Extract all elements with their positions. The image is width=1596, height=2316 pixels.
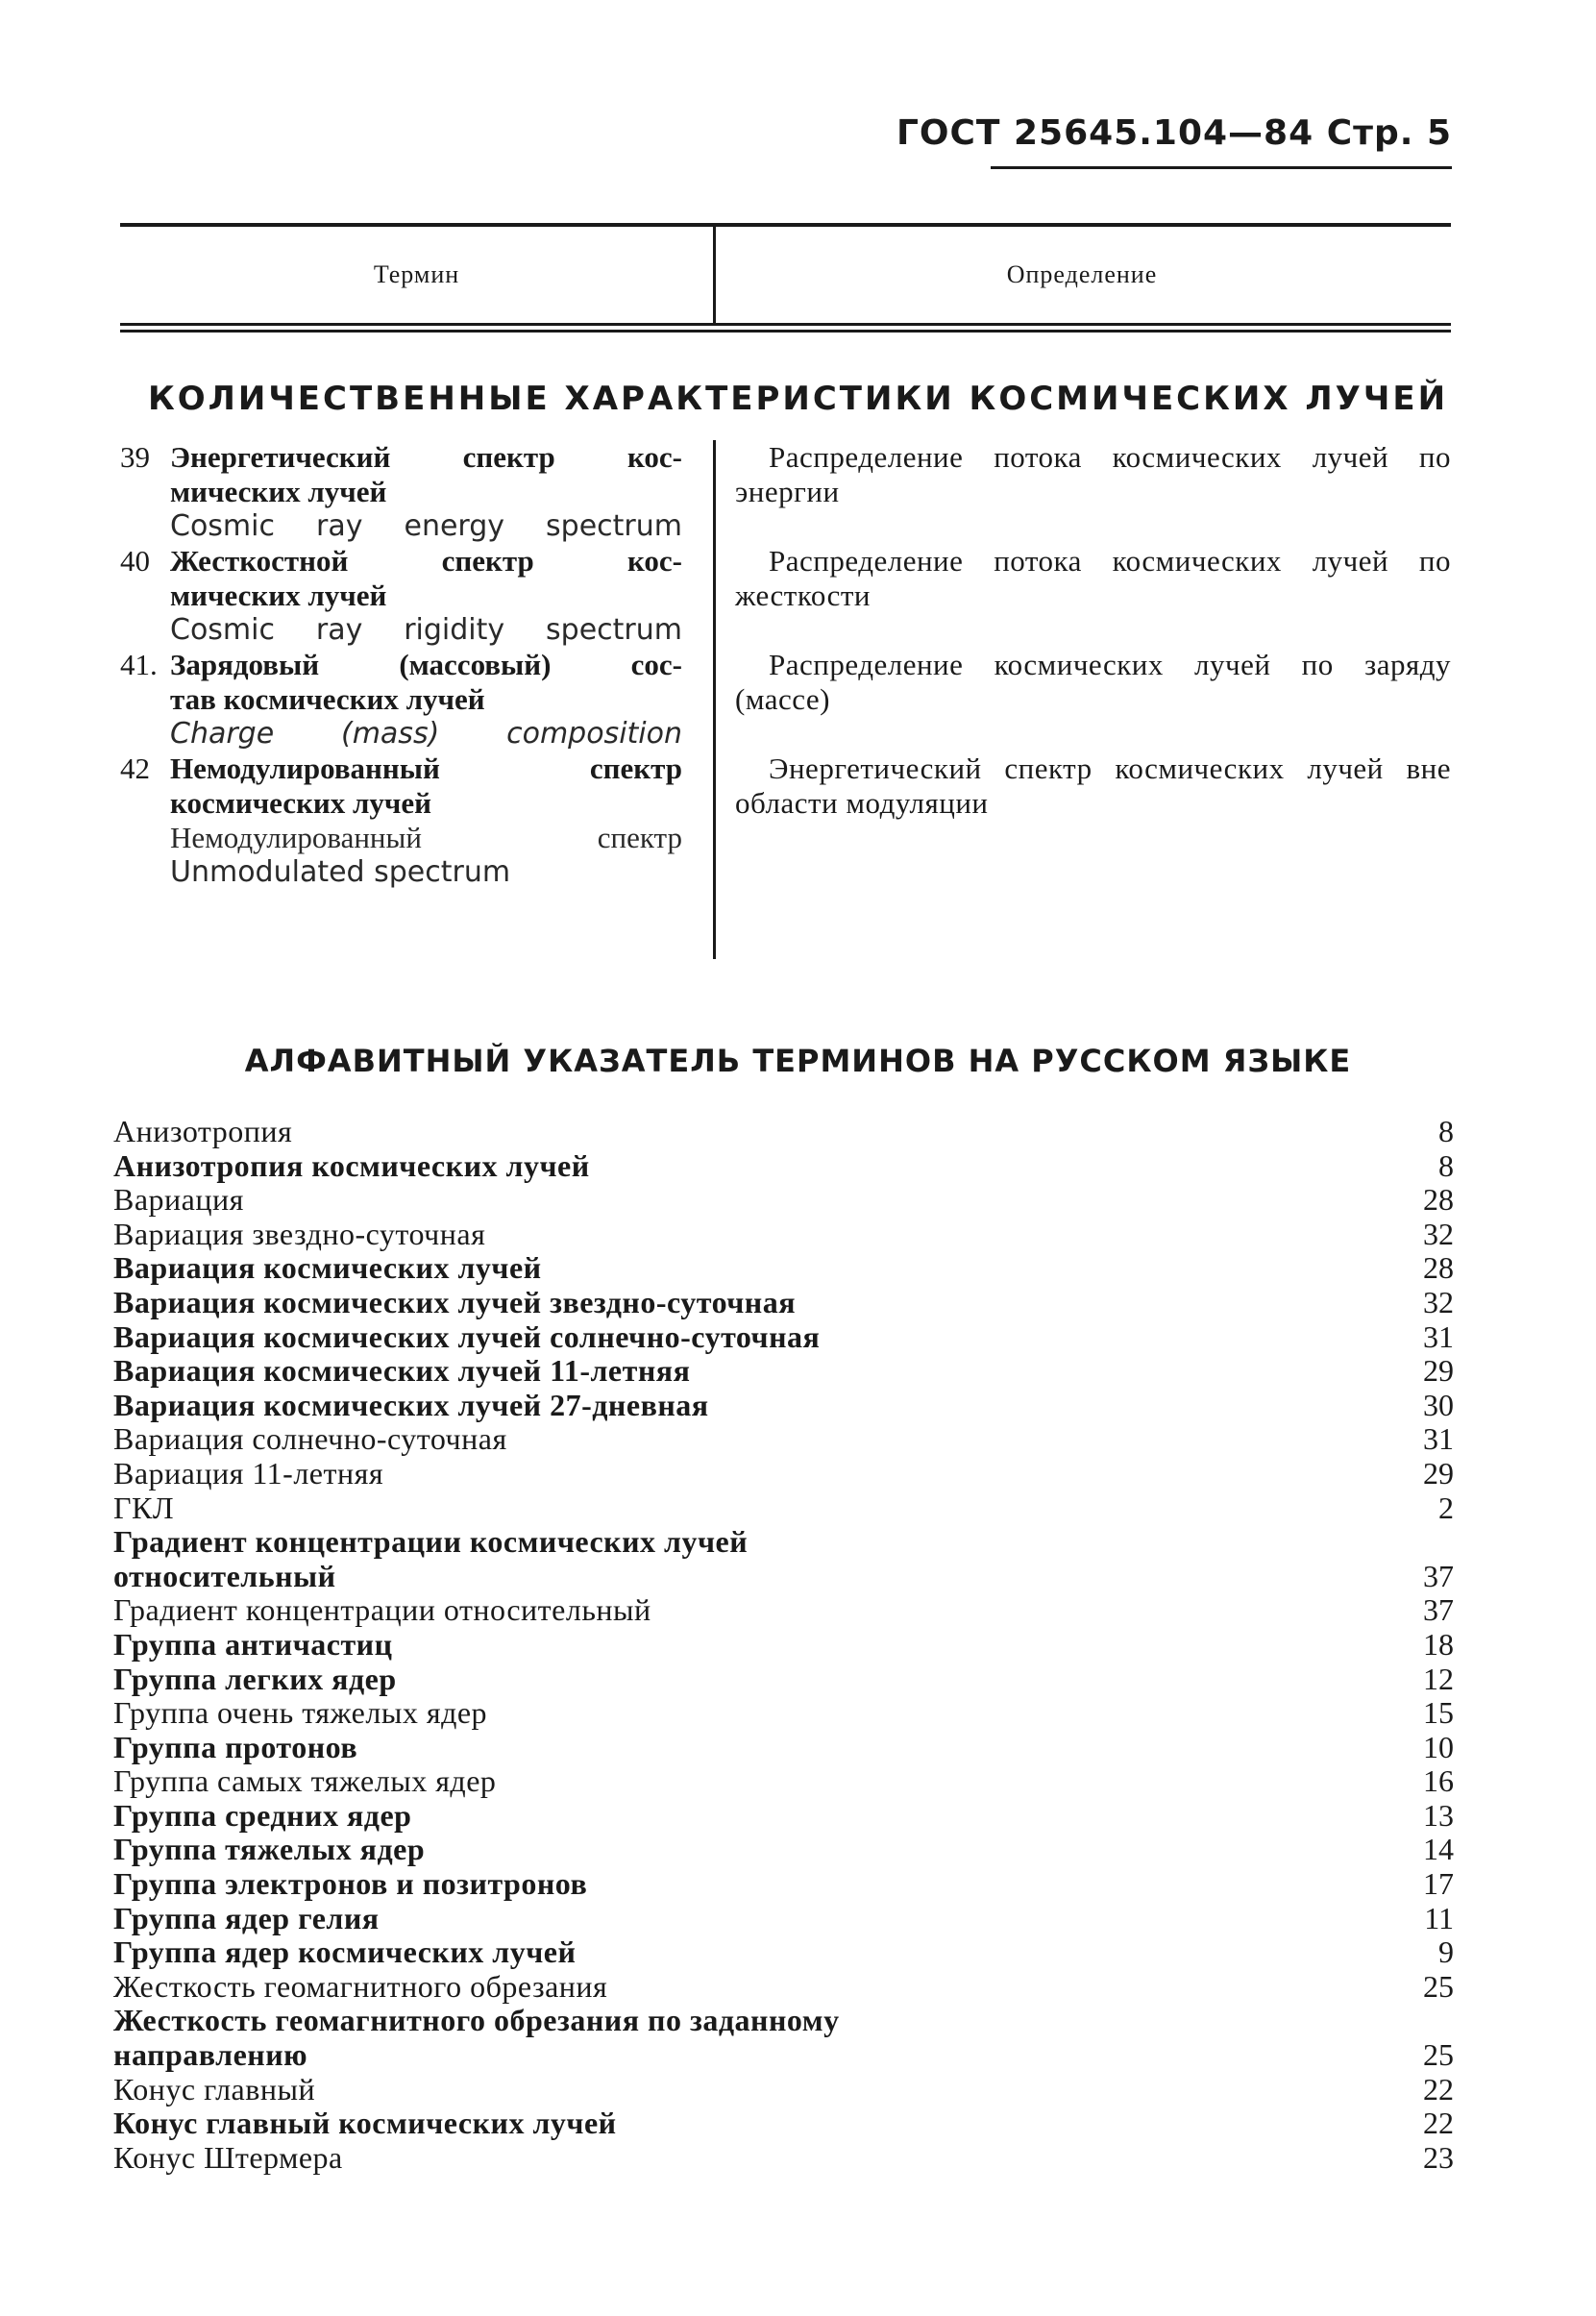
index-row — [113, 1833, 1454, 1867]
index-row — [113, 1593, 1454, 1628]
index-page-number: 25 — [1423, 2037, 1454, 2073]
index-term: Анизотропия космических лучей — [113, 1147, 590, 1183]
index-term: Группа ядер космических лучей — [113, 1934, 577, 1970]
term-ru-line2: космических лучей — [170, 786, 432, 820]
index-term: Конус главный — [113, 2071, 316, 2107]
index-term: Вариация 11-летняя — [113, 1455, 384, 1491]
index-term: Группа самых тяжелых ядер — [113, 1763, 497, 1799]
index-row — [113, 1389, 1454, 1423]
index-term: Группа протонов — [113, 1729, 358, 1764]
index-page-number: 25 — [1423, 1968, 1454, 2004]
index-row — [113, 1902, 1454, 1936]
index-row — [113, 1286, 1454, 1320]
index-term: относительный — [113, 1558, 336, 1593]
index-row — [113, 1560, 1454, 1594]
index-row — [113, 1663, 1454, 1697]
index-page-number: 18 — [1423, 1626, 1454, 1662]
index-page-number: 30 — [1423, 1387, 1454, 1422]
index-row — [113, 1799, 1454, 1834]
index-title: АЛФАВИТНЫЙ УКАЗАТЕЛЬ ТЕРМИНОВ НА РУССКОМ ЯЗЫКЕ — [244, 1043, 1352, 1079]
index-row — [113, 1422, 1454, 1457]
index-page-number: 29 — [1423, 1455, 1454, 1491]
index-row — [113, 1251, 1454, 1286]
term-definition: Распределение потока космических лучей по энергии — [735, 440, 1451, 508]
index-row — [113, 1320, 1454, 1355]
index-term: Группа ядер гелия — [113, 1900, 380, 1935]
header-underline — [991, 166, 1452, 169]
index-term: Группа тяжелых ядер — [113, 1832, 426, 1867]
index-term: Жесткость геомагнитного обрезания — [113, 1968, 608, 2004]
index-row — [113, 1867, 1454, 1902]
index-page-number: 12 — [1423, 1661, 1454, 1696]
term-ru-synonym: Немодулированный спектр — [170, 821, 682, 854]
index-page-number: 13 — [1423, 1797, 1454, 1833]
index-row — [113, 1935, 1454, 1970]
term-cell — [120, 648, 682, 751]
index-page-number: 2 — [1438, 1490, 1454, 1525]
index-page-number: 23 — [1423, 2139, 1454, 2175]
term-ru-line1: 42 Немодулированный спектр — [120, 751, 682, 785]
index-page-number: 9 — [1438, 1934, 1454, 1970]
term-number: 40 — [120, 544, 150, 578]
term-en: Charge (mass) composition — [170, 717, 682, 751]
index-page-number: 15 — [1423, 1695, 1454, 1731]
section-title: КОЛИЧЕСТВЕННЫЕ ХАРАКТЕРИСТИКИ КОСМИЧЕСКИХ ЛУЧЕЙ — [147, 380, 1449, 418]
terms-table-header — [120, 223, 1451, 333]
index-term: направлению — [113, 2037, 308, 2073]
index-page-number: 37 — [1423, 1558, 1454, 1593]
index-page-number: 31 — [1423, 1318, 1454, 1354]
index-page-number: 28 — [1423, 1182, 1454, 1218]
column-divider — [713, 227, 716, 323]
term-ru-line2: мических лучей — [170, 579, 387, 612]
index-term: Вариация звездно-суточная — [113, 1216, 486, 1251]
index-term: Градиент концентрации относительный — [113, 1592, 651, 1628]
index-row — [113, 1970, 1454, 2005]
term-en: Unmodulated spectrum — [170, 855, 511, 889]
alphabetical-index — [113, 1115, 1454, 2175]
index-row — [113, 2141, 1454, 2176]
index-page-number: 8 — [1438, 1114, 1454, 1148]
index-row — [113, 1764, 1454, 1799]
term-number: 41. — [120, 648, 158, 681]
index-row — [113, 2038, 1454, 2073]
page-header — [896, 113, 1452, 169]
term-ru-line2: мических лучей — [170, 475, 387, 508]
index-page-number: 16 — [1423, 1763, 1454, 1799]
table-head-double-rule — [120, 323, 1451, 333]
index-term: Конус Штермера — [113, 2139, 343, 2175]
index-row — [113, 1354, 1454, 1389]
index-term: Жесткость геомагнитного обрезания по заданному — [113, 2003, 840, 2038]
column-divider — [713, 440, 716, 959]
term-en: Cosmic ray rigidity spectrum — [170, 613, 682, 647]
header-text: ГОСТ 25645.104—84 Стр. 5 — [896, 113, 1452, 153]
term-number: 39 — [120, 440, 150, 474]
term-cell — [120, 440, 682, 544]
column-header-term: Термин — [373, 260, 460, 288]
index-term: ГКЛ — [113, 1490, 175, 1525]
term-ru-line1: 41. Зарядовый (массовый) сос- — [120, 648, 682, 681]
index-page-number: 14 — [1423, 1832, 1454, 1867]
index-page-number: 29 — [1423, 1353, 1454, 1389]
index-term: Градиент концентрации космических лучей — [113, 1524, 749, 1560]
column-header-definition: Определение — [1006, 260, 1158, 288]
index-row — [113, 1731, 1454, 1765]
index-page-number: 22 — [1423, 2106, 1454, 2141]
term-ru-line1: 39 Энергетический спектр кос- — [120, 440, 682, 474]
index-term: Анизотропия — [113, 1114, 293, 1148]
index-row — [113, 1218, 1454, 1252]
index-page-number: 8 — [1438, 1147, 1454, 1183]
term-cell — [120, 751, 682, 890]
table-head — [120, 227, 1451, 323]
index-page-number: 32 — [1423, 1216, 1454, 1251]
index-page-number: 11 — [1424, 1900, 1454, 1935]
index-row — [113, 1183, 1454, 1218]
index-page-number: 31 — [1423, 1421, 1454, 1457]
index-term: Вариация космических лучей — [113, 1250, 542, 1286]
index-term: Группа легких ядер — [113, 1661, 397, 1696]
term-definition: Распределение потока космических лучей по жесткости — [735, 544, 1451, 612]
index-term: Группа электронов и позитронов — [113, 1866, 588, 1902]
index-term: Конус главный космических лучей — [113, 2106, 617, 2141]
index-term: Вариация — [113, 1182, 244, 1218]
index-term: Вариация космических лучей солнечно-суточная — [113, 1318, 821, 1354]
index-page-number: 22 — [1423, 2071, 1454, 2107]
index-row — [113, 2004, 1454, 2038]
index-page-number: 10 — [1423, 1729, 1454, 1764]
index-term: Группа средних ядер — [113, 1797, 412, 1833]
term-ru-line1: 40 Жесткостной спектр кос- — [120, 544, 682, 578]
index-term: Вариация солнечно-суточная — [113, 1421, 507, 1457]
index-row — [113, 1628, 1454, 1663]
index-page-number: 17 — [1423, 1866, 1454, 1902]
terms-table-body — [120, 440, 1451, 959]
term-definition: Энергетический спектр космических лучей вне области модуляции — [735, 751, 1451, 820]
index-row — [113, 2107, 1454, 2141]
index-row — [113, 1457, 1454, 1491]
index-row — [113, 1149, 1454, 1184]
index-page-number: 28 — [1423, 1250, 1454, 1286]
index-term: Группа очень тяжелых ядер — [113, 1695, 488, 1731]
index-row — [113, 1491, 1454, 1526]
term-cell — [120, 544, 682, 648]
index-term: Вариация космических лучей 11-летняя — [113, 1353, 691, 1389]
index-row — [113, 1696, 1454, 1731]
index-row — [113, 1115, 1454, 1149]
index-term: Вариация космических лучей 27-дневная — [113, 1387, 709, 1422]
index-row — [113, 1525, 1454, 1560]
index-row — [113, 2073, 1454, 2107]
index-page-number: 37 — [1423, 1592, 1454, 1628]
index-term: Вариация космических лучей звездно-суточная — [113, 1284, 797, 1319]
term-definition: Распределение космических лучей по заряду (массе) — [735, 648, 1451, 716]
term-en: Cosmic ray energy spectrum — [170, 509, 682, 543]
term-ru-line2: тав космических лучей — [170, 682, 485, 716]
index-term: Группа античастиц — [113, 1626, 393, 1662]
index-page-number: 32 — [1423, 1284, 1454, 1319]
term-number: 42 — [120, 751, 150, 785]
